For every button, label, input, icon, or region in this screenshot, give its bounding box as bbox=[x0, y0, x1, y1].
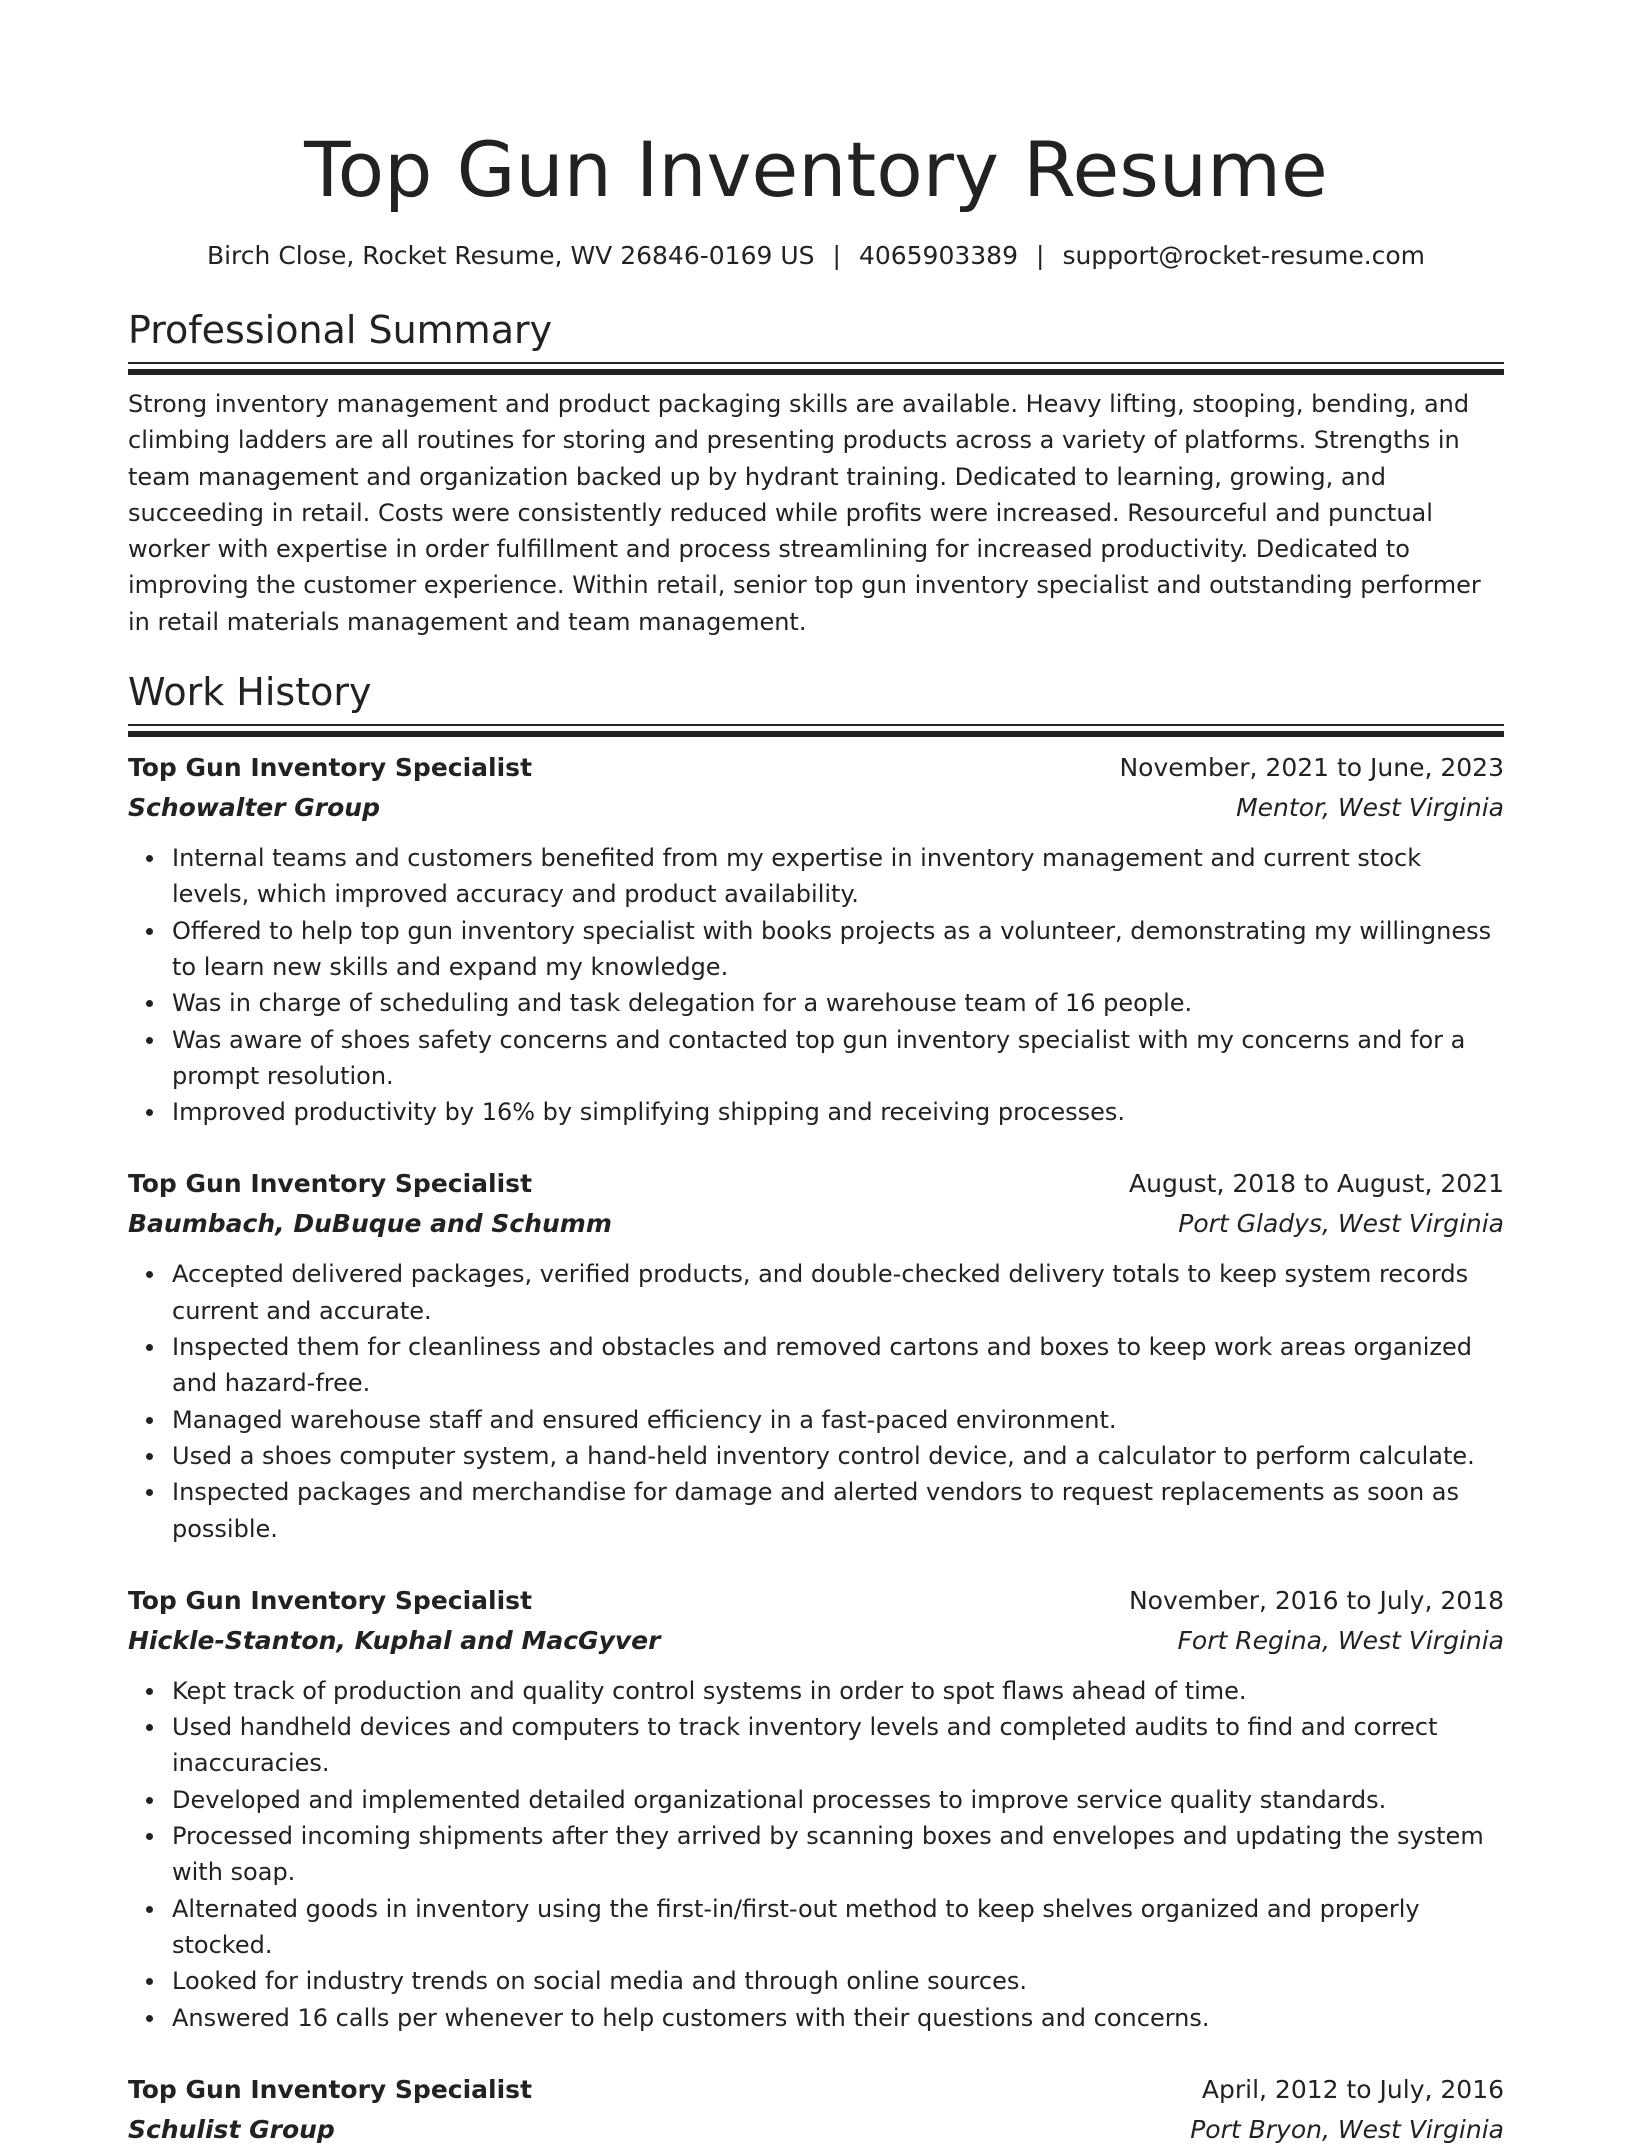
contact-separator: | bbox=[832, 241, 841, 270]
summary-heading: Professional Summary bbox=[128, 308, 553, 352]
contact-phone: 4065903389 bbox=[858, 241, 1018, 270]
job-company: Schulist Group bbox=[128, 2114, 335, 2144]
job-bullet-list bbox=[128, 1673, 1504, 2036]
contact-address: Birch Close, Rocket Resume, WV 26846-0169 US bbox=[206, 241, 815, 270]
contact-line bbox=[128, 240, 1504, 272]
job-bullet: Looked for industry trends on social media and through online sources. bbox=[172, 1963, 1504, 1999]
job-dates: November, 2016 to July, 2018 bbox=[1128, 1585, 1504, 1615]
job-company: Schowalter Group bbox=[128, 793, 380, 823]
job-location: Mentor, West Virginia bbox=[1236, 793, 1504, 823]
summary-text: Strong inventory management and product packaging skills are available. Heavy lifting, stooping, bending, and climbing ladders are all routines for storing and presenting products across a variety of platforms. Strengths in team management and organization backed up by hydrant training. Dedicated to learning, growing, and succeeding in retail. Costs were consistently reduced while profits were increased. Resourceful and punctual worker with expertise in order fulfillment and process streamlining for increased productivity. Dedicated to improving the customer experience. Within retail, senior top gun inventory specialist and outstanding performer in retail materials management and team management. bbox=[128, 390, 1481, 636]
resume-title: Top Gun Inventory Resume bbox=[304, 125, 1328, 214]
job-header-row bbox=[128, 748, 1504, 788]
resume-page bbox=[128, 0, 1504, 2150]
job-entry bbox=[128, 748, 1504, 1130]
job-bullet: Was in charge of scheduling and task delegation for a warehouse team of 16 people. bbox=[172, 985, 1504, 1021]
job-subheader-row bbox=[128, 1204, 1504, 1244]
job-bullet-list bbox=[128, 840, 1504, 1130]
job-location: Fort Regina, West Virginia bbox=[1177, 1625, 1504, 1655]
job-title: Top Gun Inventory Specialist bbox=[128, 1585, 533, 1615]
job-location: Port Gladys, West Virginia bbox=[1178, 1209, 1504, 1239]
job-location: Port Bryon, West Virginia bbox=[1190, 2114, 1504, 2144]
contact-email[interactable]: support@rocket-resume.com bbox=[1062, 241, 1426, 270]
job-bullet: Used handheld devices and computers to track inventory levels and completed audits to find and correct inaccuracies. bbox=[172, 1709, 1504, 1782]
job-header-row bbox=[128, 1581, 1504, 1621]
job-bullet: Internal teams and customers benefited from my expertise in inventory management and current stock levels, which improved accuracy and product availability. bbox=[172, 840, 1504, 913]
work-history-list bbox=[128, 748, 1504, 2150]
job-bullet: Managed warehouse staff and ensured efficiency in a fast-paced environment. bbox=[172, 1402, 1504, 1438]
job-bullet: Inspected them for cleanliness and obstacles and removed cartons and boxes to keep work areas organized and hazard-free. bbox=[172, 1329, 1504, 1402]
job-entry bbox=[128, 2070, 1504, 2150]
job-bullet: Developed and implemented detailed organizational processes to improve service quality standards. bbox=[172, 1782, 1504, 1818]
job-entry bbox=[128, 1581, 1504, 2036]
job-bullet: Accepted delivered packages, verified products, and double-checked delivery totals to keep system records current and accurate. bbox=[172, 1256, 1504, 1329]
job-entry bbox=[128, 1164, 1504, 1546]
job-bullet: Offered to help top gun inventory specialist with books projects as a volunteer, demonstrating my willingness to learn new skills and expand my knowledge. bbox=[172, 913, 1504, 986]
job-company: Baumbach, DuBuque and Schumm bbox=[128, 1209, 612, 1239]
job-subheader-row bbox=[128, 788, 1504, 828]
job-dates: April, 2012 to July, 2016 bbox=[1201, 2074, 1504, 2104]
job-company: Hickle-Stanton, Kuphal and MacGyver bbox=[128, 1625, 661, 1655]
section-divider bbox=[128, 362, 1504, 374]
job-title: Top Gun Inventory Specialist bbox=[128, 1169, 533, 1199]
job-bullet: Was aware of shoes safety concerns and contacted top gun inventory specialist with my concerns and for a prompt resolution. bbox=[172, 1022, 1504, 1095]
job-bullet: Improved productivity by 16% by simplifying shipping and receiving processes. bbox=[172, 1094, 1504, 1130]
job-bullet: Alternated goods in inventory using the first-in/first-out method to keep shelves organized and properly stocked. bbox=[172, 1891, 1504, 1964]
job-title: Top Gun Inventory Specialist bbox=[128, 2074, 533, 2104]
job-bullet-list bbox=[128, 1256, 1504, 1546]
contact-separator: | bbox=[1036, 241, 1045, 270]
job-bullet: Kept track of production and quality control systems in order to spot flaws ahead of time. bbox=[172, 1673, 1504, 1709]
section-divider bbox=[128, 724, 1504, 736]
job-bullet: Inspected packages and merchandise for damage and alerted vendors to request replacements as soon as possible. bbox=[172, 1474, 1504, 1547]
job-header-row bbox=[128, 1164, 1504, 1204]
job-bullet: Answered 16 calls per whenever to help customers with their questions and concerns. bbox=[172, 2000, 1504, 2036]
job-bullet: Used a shoes computer system, a hand-held inventory control device, and a calculator to perform calculate. bbox=[172, 1438, 1504, 1474]
job-dates: August, 2018 to August, 2021 bbox=[1129, 1169, 1504, 1199]
job-subheader-row bbox=[128, 2110, 1504, 2150]
job-header-row bbox=[128, 2070, 1504, 2110]
job-subheader-row bbox=[128, 1621, 1504, 1661]
job-bullet: Processed incoming shipments after they arrived by scanning boxes and envelopes and updating the system with soap. bbox=[172, 1818, 1504, 1891]
job-title: Top Gun Inventory Specialist bbox=[128, 753, 533, 783]
work-history-heading: Work History bbox=[128, 670, 372, 715]
job-dates: November, 2021 to June, 2023 bbox=[1119, 753, 1504, 783]
